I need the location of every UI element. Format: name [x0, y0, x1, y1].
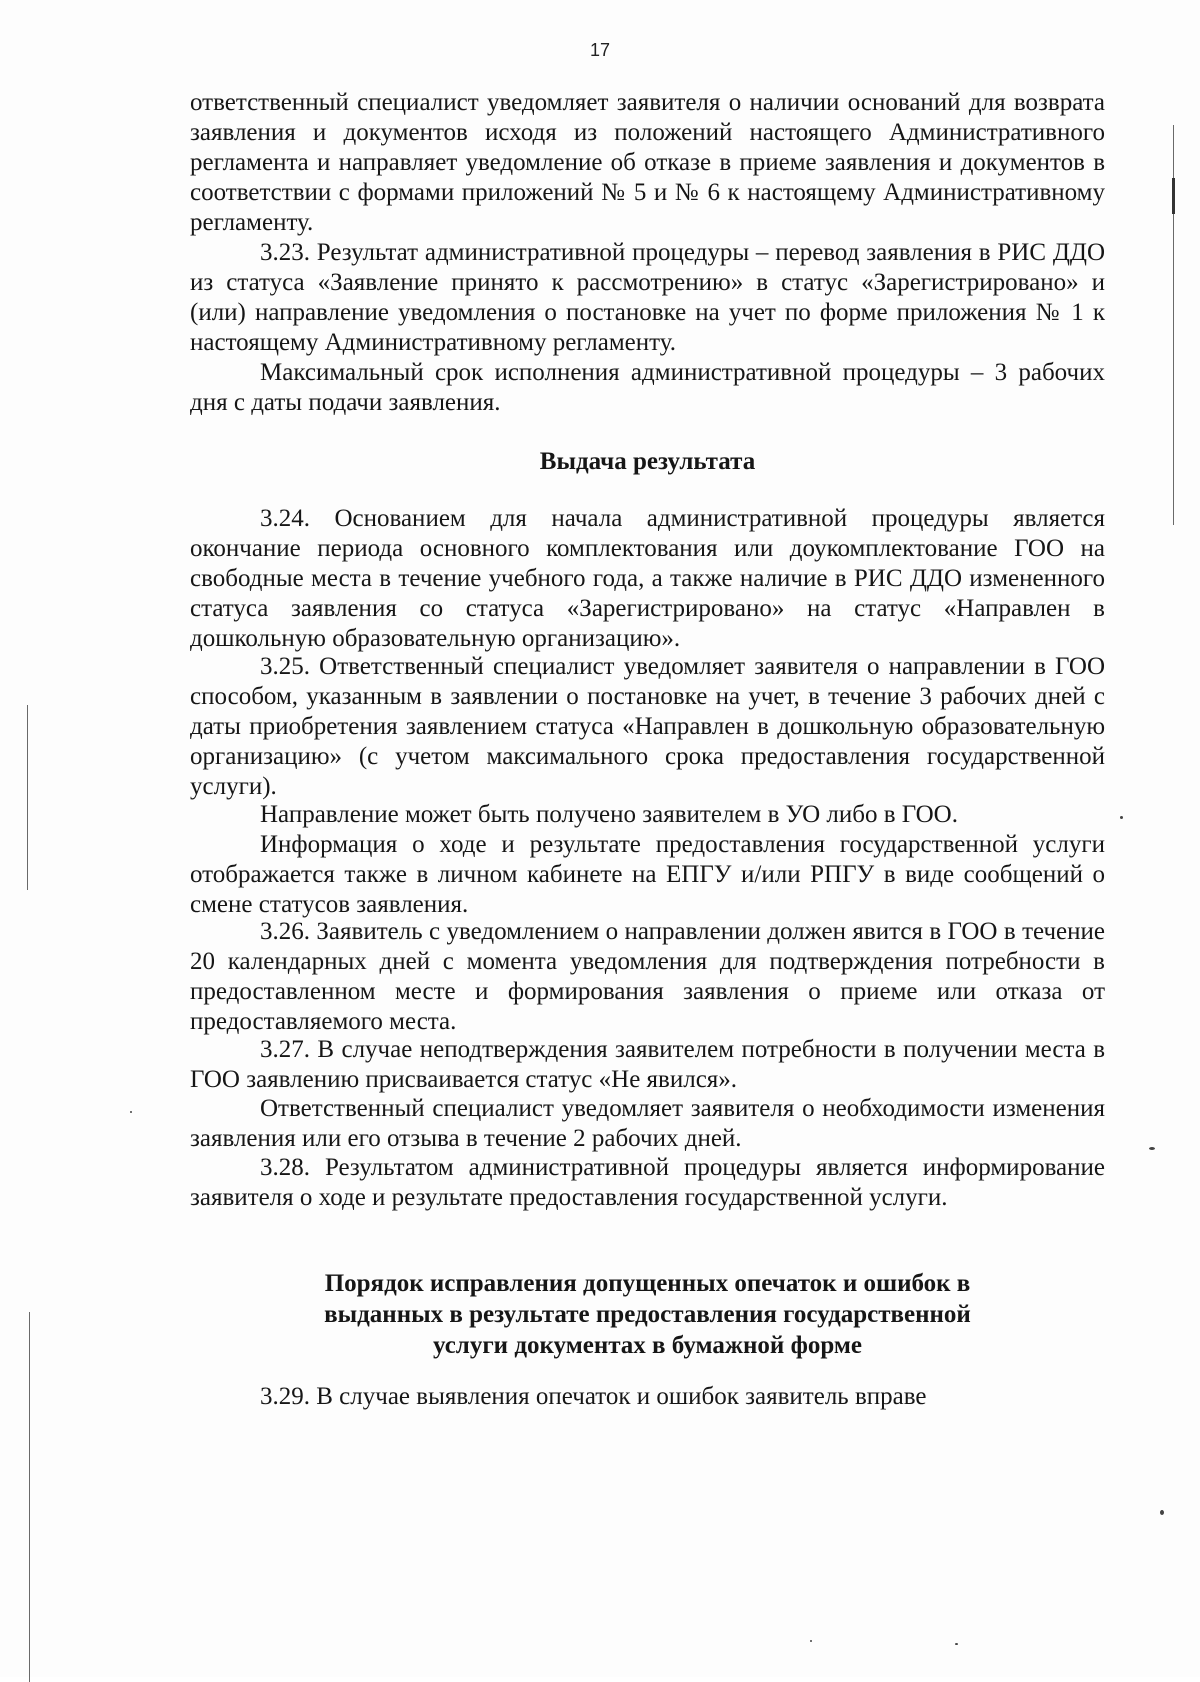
scan-speck — [810, 1640, 812, 1642]
heading-line: услуги документах в бумажной форме — [432, 1332, 863, 1359]
paragraph-max-term: Максимальный срок исполнения административной процедуры – 3 рабочих дня с даты подачи заявления. — [190, 359, 1105, 416]
paragraph-3-23: 3.23. Результат административной процедуры – перевод заявления в РИС ДДО из статуса «Заявление принято к рассмотрению» в статус «Зарегистрировано» и (или) направление уведомления о постановке на учет по форме приложения № 1 к настоящему Административному регламенту. — [190, 239, 1105, 356]
paragraph-3-28: 3.28. Результатом административной процедуры является информирование заявителя о ходе и результате предоставления государственной услуги. — [190, 1154, 1105, 1211]
scan-edge-line — [27, 705, 28, 890]
paragraph-3-29: 3.29. В случае выявления опечаток и ошибок заявитель вправе — [260, 1383, 927, 1410]
paragraph-status-info: Информация о ходе и результате предоставления государственной услуги отображается также в личном кабинете на ЕПГУ и/или РПГУ в виде сообщений о смене статусов заявления. — [190, 831, 1105, 918]
paragraph-3-24: 3.24. Основанием для начала административной процедуры является окончание периода основного комплектования или доукомплектование ГОО на свободные места в течение учебного года, а также наличие в РИС ДДО измененного статуса заявления со статуса «Зарегистрировано» на статус «Направлен в дошкольную образовательную организацию». — [190, 505, 1105, 652]
scan-speck — [130, 1111, 132, 1113]
paragraph-referral-receipt: Направление может быть получено заявителем в УО либо в ГОО. — [260, 801, 958, 828]
scan-edge-line — [29, 1312, 30, 1682]
paragraph-3-27: 3.27. В случае неподтверждения заявителем потребности в получении места в ГОО заявлению присваивается статус «Не явился». — [190, 1036, 1105, 1093]
scan-speck — [1120, 816, 1123, 819]
paragraph-change-notice: Ответственный специалист уведомляет заявителя о необходимости изменения заявления или его отзыва в течение 2 рабочих дней. — [190, 1095, 1105, 1152]
heading-line: Порядок исправления допущенных опечаток и ошибок в — [324, 1270, 971, 1297]
heading-line: выданных в результате предоставления государственной — [324, 1301, 971, 1328]
section-heading-result-issuance: Выдача результата — [539, 448, 756, 475]
scan-speck — [1160, 1510, 1164, 1515]
paragraph-return-notice: ответственный специалист уведомляет заявителя о наличии оснований для возврата заявления и документов исходя из положений настоящего Административного регламента и направляет уведомление об отказе в приеме заявления и документов в соответствии с формами приложений № 5 и № 6 к настоящему Административному регламенту. — [190, 89, 1105, 236]
section-heading-corrections — [190, 1268, 1105, 1361]
paragraph-3-26: 3.26. Заявитель с уведомлением о направлении должен явится в ГОО в течение 20 календарных дней с момента уведомления для подтверждения потребности в предоставленном месте и формирования заявления о приеме или отказа от предоставляемого места. — [190, 918, 1105, 1035]
scan-smudge — [1172, 178, 1175, 214]
page-number: 17 — [589, 40, 611, 60]
scan-speck — [1149, 1147, 1155, 1150]
scan-speck — [955, 1643, 958, 1645]
paragraph-3-25: 3.25. Ответственный специалист уведомляет заявителя о направлении в ГОО способом, указанным в заявлении о постановке на учет, в течение 3 рабочих дней с даты приобретения заявлением статуса «Направлен в дошкольную образовательную организацию» (с учетом максимального срока предоставления государственной услуги). — [190, 653, 1105, 800]
